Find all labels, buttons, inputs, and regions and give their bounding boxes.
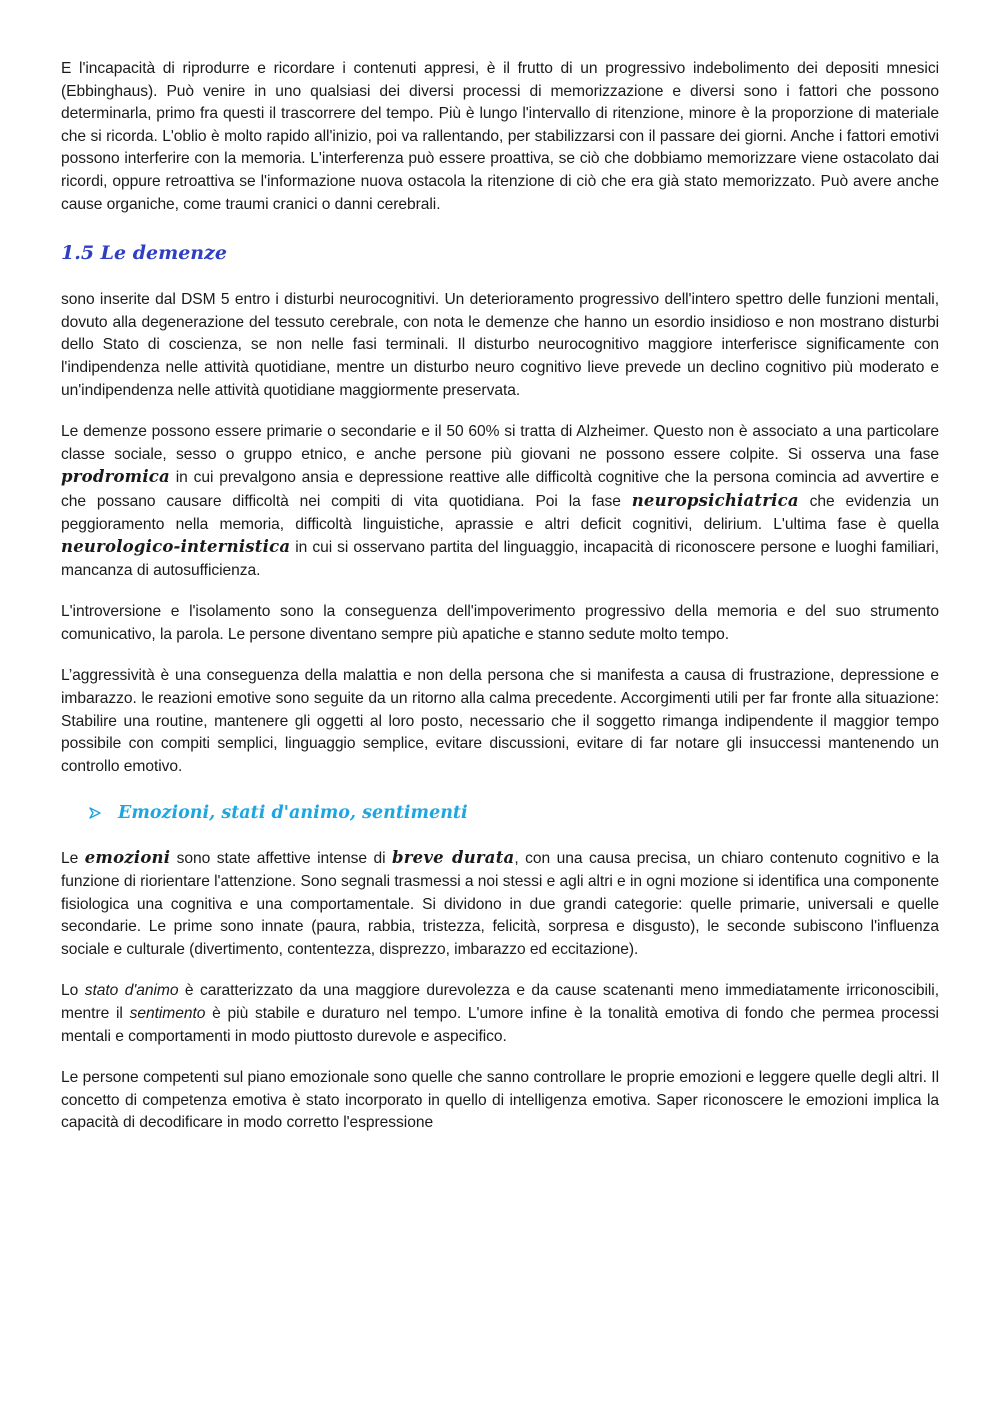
keyword-prodromica: prodromica bbox=[61, 467, 170, 487]
keyword-neurologico-internistica: neurologico-internistica bbox=[61, 537, 291, 557]
text-run: sono state affettive intense di bbox=[170, 850, 393, 868]
keyword-breve-durata: breve durata bbox=[392, 848, 515, 868]
keyword-emozioni: emozioni bbox=[84, 848, 171, 868]
emozioni-paragraph-1 bbox=[61, 847, 939, 961]
demenze-paragraph-1: sono inserite dal DSM 5 entro i disturbi neurocognitivi. Un deterioramento progressivo dell'intero spettro delle funzioni mentali, dovuto alla degenerazione del tessuto cerebrale, con nota le demenze che hanno un esordio insidioso e non mostrano disturbi dello Stato di coscienza, se non nelle fasi terminali. Il disturbo neurocognitivo maggiore interferisce significamente con l'indipendenza nelle attività quotidiane, mentre un disturbo neuro cognitivo lieve prevede un declino cognitivo più moderato e un'indipendenza nelle attività quotidiane maggiormente preservata. bbox=[61, 291, 939, 399]
term-sentimento: sentimento bbox=[129, 1005, 206, 1022]
text-run: in cui prevalgono ansia e depressione reattive alle difficoltà cognitive che la persona comincia ad avvertire e che possano causare difficoltà nei compiti di vita quotidiana. Poi la fase bbox=[61, 469, 939, 510]
text-run: è più stabile e duraturo nel tempo. L'umore infine è la tonalità emotiva di fondo che permea processi mentali e comportamenti in modo piuttosto durevole e aspecifico. bbox=[61, 1005, 939, 1045]
text-run: Le demenze possono essere primarie o secondarie e il 50 60% si tratta di Alzheimer. Questo non è associato a una particolare classe sociale, sesso o gruppo etnico, e anche persone più giovani ne possono essere colpite. Si osserva una fase bbox=[61, 423, 939, 463]
text-run: è caratterizzato da una maggiore durevolezza e da cause scatenanti meno immediatamente irriconoscibili, mentre il bbox=[61, 982, 939, 1022]
demenze-paragraph-2 bbox=[61, 421, 939, 582]
text-run: che evidenzia un peggioramento nella memoria, difficoltà linguistiche, aprassie e altri deficit cognitivi, delirium. L'ultima fase è quella bbox=[61, 492, 940, 533]
keyword-neuropsichiatrica: neuropsichiatrica bbox=[631, 490, 799, 510]
arrowhead-bullet-icon bbox=[89, 807, 101, 819]
text-run: Lo bbox=[61, 982, 85, 1000]
term-stato-d-animo: stato d'animo bbox=[84, 982, 179, 1000]
section-heading-emozioni bbox=[89, 797, 939, 829]
emozioni-paragraph-2 bbox=[61, 980, 939, 1048]
text-run: in cui si osservano partita del linguaggio, incapacità di riconoscere persone e luoghi familiari, mancanza di autosufficienza. bbox=[61, 539, 939, 579]
document-page bbox=[61, 58, 939, 1154]
demenze-paragraph-3: L'introversione e l'isolamento sono la conseguenza dell'impoverimento progressivo della memoria e del suo strumento comunicativo, la parola. Le persone diventano sempre più apatiche e stanno sedute molto tempo. bbox=[61, 603, 939, 643]
intro-paragraph: E l'incapacità di riprodurre e ricordare i contenuti appresi, è il frutto di un progressivo indebolimento dei depositi mnesici (Ebbinghaus). Può venire in uno qualsiasi dei diversi processi di memorizzazione e diversi sono i fattori che possono determinarla, primo fra questi il trascorrere del tempo. Più è lungo l'intervallo di ritenzione, minore è la proporzione di materiale che si ricorda. L'oblio è molto rapido all'inizio, poi va rallentando, per stabilizzarsi con il passare dei giorni. Anche i fattori emotivi possono interferire con la memoria. L'interferenza può essere proattiva, se ciò che dobbiamo memorizzare viene ostacolato dai ricordi, oppure retroattiva se l'informazione nuova ostacola la ritenzione di ciò che era già stato memorizzato. Può avere anche cause organiche, come traumi cranici o danni cerebrali. bbox=[61, 60, 939, 213]
text-run: Le bbox=[61, 850, 85, 868]
demenze-paragraph-4: L’aggressività è una conseguenza della malattia e non della persona che si manifesta a causa di frustrazione, depressione e imbarazzo. le reazioni emotive sono seguite da un ritorno alla calma precedente. Accorgimenti utili per far fronte alla situazione: Stabilire una routine, mantenere gli oggetti al loro posto, necessario che il soggetto rimanga indipendente il maggior tempo possibile con compiti semplici, linguaggio semplice, evitare discussioni, evitare di far notare gli insuccessi mantenendo un controllo emotivo. bbox=[61, 667, 939, 775]
emozioni-paragraph-3: Le persone competenti sul piano emozionale sono quelle che sanno controllare le proprie emozioni e leggere quelle degli altri. Il concetto di competenza emotiva è stato incorporato in quello di intelligenza emotiva. Saper riconoscere le emozioni implica la capacità di decodificare in modo corretto l'espressione bbox=[61, 1069, 939, 1132]
section-heading-demenze: 1.5 Le demenze bbox=[61, 242, 227, 265]
section-heading-emozioni-label: Emozioni, stati d'animo, sentimenti bbox=[118, 803, 468, 824]
text-run: , con una causa precisa, un chiaro contenuto cognitivo e la funzione di riorientare l'attenzione. Sono segnali trasmessi a noi stessi e agli altri e in ogni mozione si identifica una componente fisiologica una cognitiva e una comportamentale. Si dividono in due grandi categorie: quelle primarie, universali e quelle secondarie. Le prime sono innate (paura, rabbia, tristezza, felicità, sorpresa e disgusto), le seconde subiscono l'influenza sociale e culturale (divertimento, contentezza, disprezzo, imbarazzo ed eccitazione). bbox=[61, 850, 939, 958]
